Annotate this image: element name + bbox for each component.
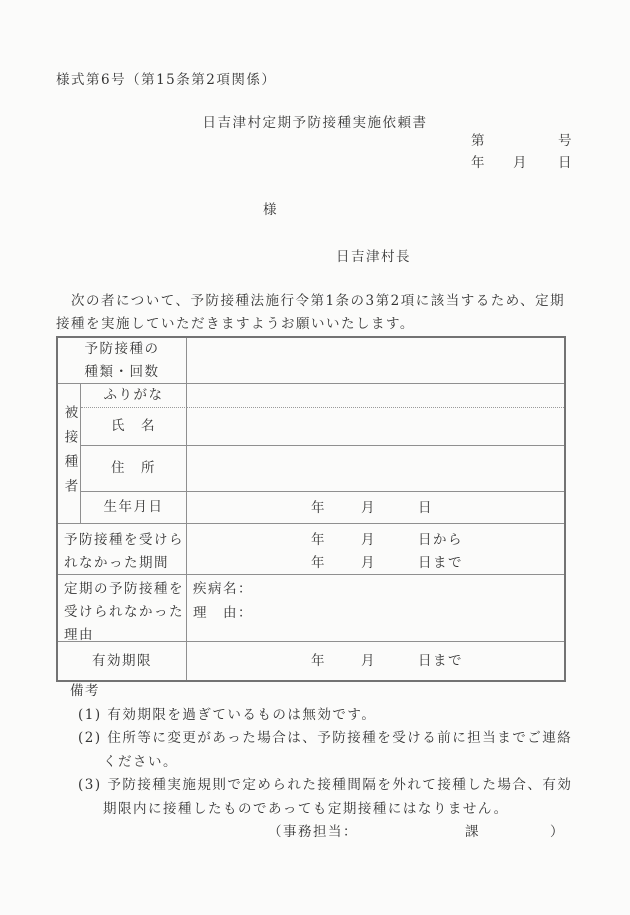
vaccination-type-label: 予防接種の 種類・回数	[58, 338, 187, 384]
address-value	[187, 446, 564, 492]
addressee-suffix: 様	[263, 202, 278, 218]
date-month-label: 月	[513, 155, 528, 171]
missed-reason-label: 定期の予防接種を 受けられなかった 理由	[58, 575, 187, 642]
birthdate-label: 生年月日	[81, 492, 187, 524]
date-day-label: 日	[558, 155, 573, 171]
intro-line-2: 接種を実施していただきますようお願いいたします。	[56, 316, 415, 332]
name-value	[187, 408, 564, 446]
disease-name-label: 疾病名：	[193, 581, 253, 597]
recipient-group-label: 被接種者	[58, 384, 81, 524]
notes-heading: 備考	[70, 683, 100, 699]
missed-reason-value	[187, 575, 564, 642]
note-1: (1) 有効期限を過ぎているものは無効です。	[78, 706, 377, 723]
intro-line-1: 次の者について、予防接種法施行令第1条の3第2項に該当するため、定期	[56, 293, 566, 309]
reason-label: 理 由：	[193, 604, 253, 621]
document-title: 日吉津村定期予防接種実施依頼書	[202, 115, 428, 131]
intro-paragraph	[56, 290, 572, 336]
doc-number-suffix: 号	[558, 133, 573, 149]
note-3-line-2: 期限内に接種したものであっても定期接種にはなりません。	[103, 800, 509, 817]
expiry-label: 有効期限	[58, 642, 187, 680]
sender-name: 日吉津村長	[336, 249, 411, 265]
office-open: （事務担当：	[268, 824, 358, 840]
office-section-label: 課	[465, 824, 480, 840]
form-number: 様式第6号（第15条第2項関係）	[56, 72, 277, 88]
notes-section	[56, 680, 576, 845]
request-form-table	[56, 336, 566, 682]
vaccination-type-value	[187, 338, 564, 384]
missed-period-label: 予防接種を受けら れなかった期間	[58, 524, 187, 575]
birthdate-value: 年 月 日	[187, 492, 564, 524]
address-label: 住 所	[81, 446, 187, 492]
note-3-line-1: (3) 予防接種実施規則で定められた接種間隔を外れて接種した場合、有効	[78, 777, 573, 793]
date-year-label: 年	[471, 155, 486, 171]
doc-number-prefix: 第	[471, 133, 486, 149]
note-2-line-2: ください。	[103, 753, 178, 770]
office-close: ）	[550, 824, 565, 840]
note-2-line-1: (2) 住所等に変更があった場合は、予防接種を受ける前に担当までご連絡	[78, 730, 573, 746]
office-in-charge-line	[56, 821, 576, 845]
missed-period-value: 年 月 日から 年 月 日まで	[187, 524, 564, 575]
expiry-value: 年 月 日まで	[311, 652, 463, 669]
furigana-value	[187, 384, 564, 408]
name-label: 氏 名	[81, 408, 187, 446]
furigana-label: ふりがな	[81, 384, 187, 408]
